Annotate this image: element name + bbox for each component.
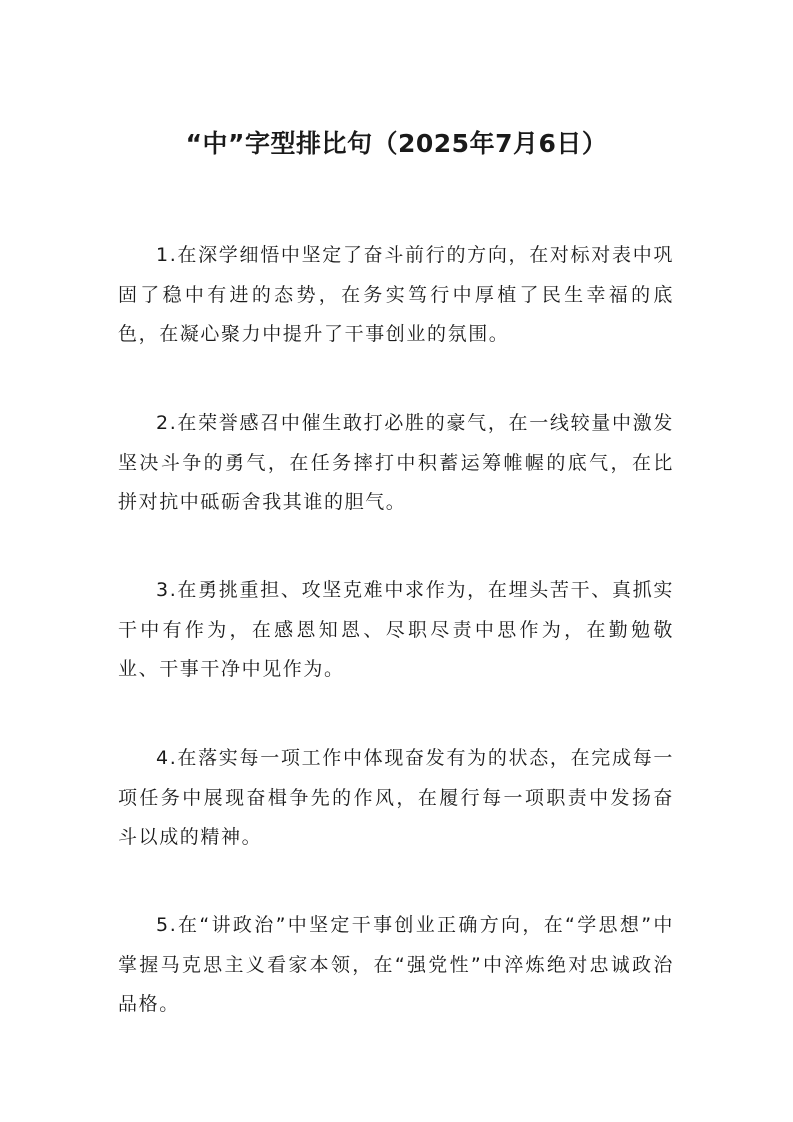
paragraph-5: 5.在“讲政治”中坚定干事创业正确方向，在“学思想”中掌握马克思主义看家本领，在“强党性”中淬炼绝对忠诚政治品格。 — [118, 914, 674, 1015]
paragraph-4: 4.在落实每一项工作中体现奋发有为的状态，在完成每一项任务中展现奋楫争先的作风，在履行每一项职责中发扬奋斗以成的精神。 — [118, 747, 674, 848]
paragraph-2: 2.在荣誉感召中催生敢打必胜的豪气，在一线较量中激发坚决斗争的勇气，在任务摔打中积蓄运筹帷幄的底气，在比拼对抗中砥砺舍我其谁的胆气。 — [118, 412, 674, 513]
paragraph-1: 1.在深学细悟中坚定了奋斗前行的方向，在对标对表中巩固了稳中有进的态势，在务实笃行中厚植了民生幸福的底色，在凝心聚力中提升了干事创业的氛围。 — [118, 244, 674, 345]
paragraph-3: 3.在勇挑重担、攻坚克难中求作为，在埋头苦干、真抓实干中有作为，在感恩知恩、尽职尽责中思作为，在勤勉敬业、干事干净中见作为。 — [118, 579, 674, 680]
page-title: “中”字型排比句（2025年7月6日） — [185, 129, 608, 158]
